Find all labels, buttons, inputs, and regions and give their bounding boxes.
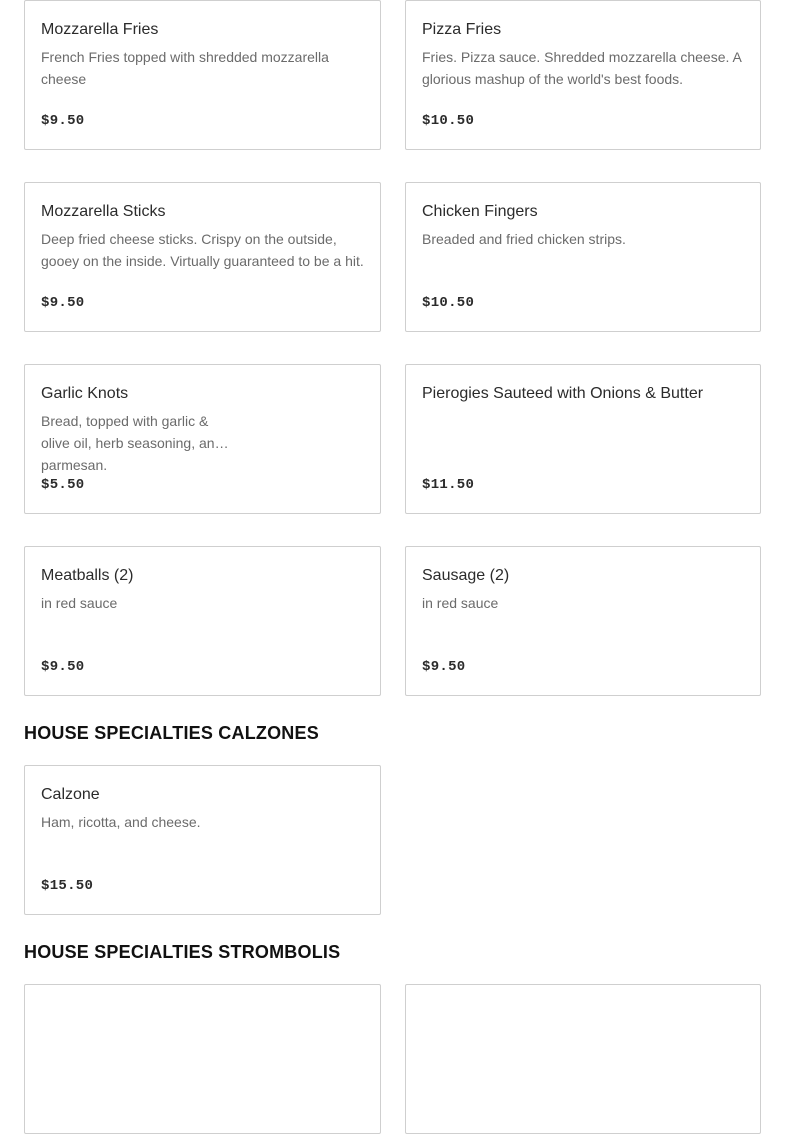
menu-grid-calzones xyxy=(24,765,785,915)
item-description: French Fries topped with shredded mozzarella cheese xyxy=(41,49,329,87)
item-description: Breaded and fried chicken strips. xyxy=(422,231,626,247)
item-price: $10.50 xyxy=(422,295,475,311)
menu-item-card[interactable] xyxy=(24,182,381,332)
menu-item-card[interactable] xyxy=(24,0,381,150)
item-name: Calzone xyxy=(41,786,100,803)
menu-item-card[interactable] xyxy=(24,546,381,696)
item-price: $9.50 xyxy=(422,659,466,675)
item-price: $5.50 xyxy=(41,477,85,493)
menu-item-card[interactable] xyxy=(405,984,761,1134)
menu-item-card[interactable] xyxy=(405,546,761,696)
menu-grid-appetizers xyxy=(24,0,785,696)
menu-item-card[interactable] xyxy=(24,984,381,1134)
menu-item-card[interactable] xyxy=(405,182,761,332)
item-name: Sausage (2) xyxy=(422,567,510,584)
item-price: $11.50 xyxy=(422,477,475,493)
menu-item-card[interactable] xyxy=(405,0,761,150)
item-description: Fries. Pizza sauce. Shredded mozzarella cheese. A glorious mashup of the world's best foods. xyxy=(422,49,742,87)
item-price: $15.50 xyxy=(41,878,94,894)
item-name: Meatballs (2) xyxy=(41,567,134,584)
item-name: Garlic Knots xyxy=(41,385,129,402)
item-name: Chicken Fingers xyxy=(422,203,538,220)
section-title-calzones: HOUSE SPECIALTIES CALZONES xyxy=(24,723,319,743)
menu-item-card[interactable] xyxy=(24,364,381,514)
item-price: $10.50 xyxy=(422,113,475,129)
item-description: in red sauce xyxy=(41,595,118,611)
item-description: Deep fried cheese sticks. Crispy on the outside, gooey on the inside. Virtually guaranteed to be a hit. xyxy=(41,231,364,269)
section-title-strombolis: HOUSE SPECIALTIES STROMBOLIS xyxy=(24,942,341,962)
item-description: Ham, ricotta, and cheese. xyxy=(41,814,201,830)
menu-grid-strombolis xyxy=(24,984,785,1134)
menu-item-card[interactable] xyxy=(24,765,381,915)
item-name: Mozzarella Sticks xyxy=(41,203,166,220)
menu-item-card[interactable] xyxy=(405,364,761,514)
item-name: Pierogies Sauteed with Onions & Butter xyxy=(422,385,704,402)
item-name: Pizza Fries xyxy=(422,21,502,38)
item-name: Mozzarella Fries xyxy=(41,21,159,38)
item-description: in red sauce xyxy=(422,595,499,611)
item-price: $9.50 xyxy=(41,295,85,311)
item-price: $9.50 xyxy=(41,659,85,675)
item-price: $9.50 xyxy=(41,113,85,129)
item-description: Bread, topped with garlic & olive oil, herb seasoning, and parmesan. xyxy=(41,413,223,473)
